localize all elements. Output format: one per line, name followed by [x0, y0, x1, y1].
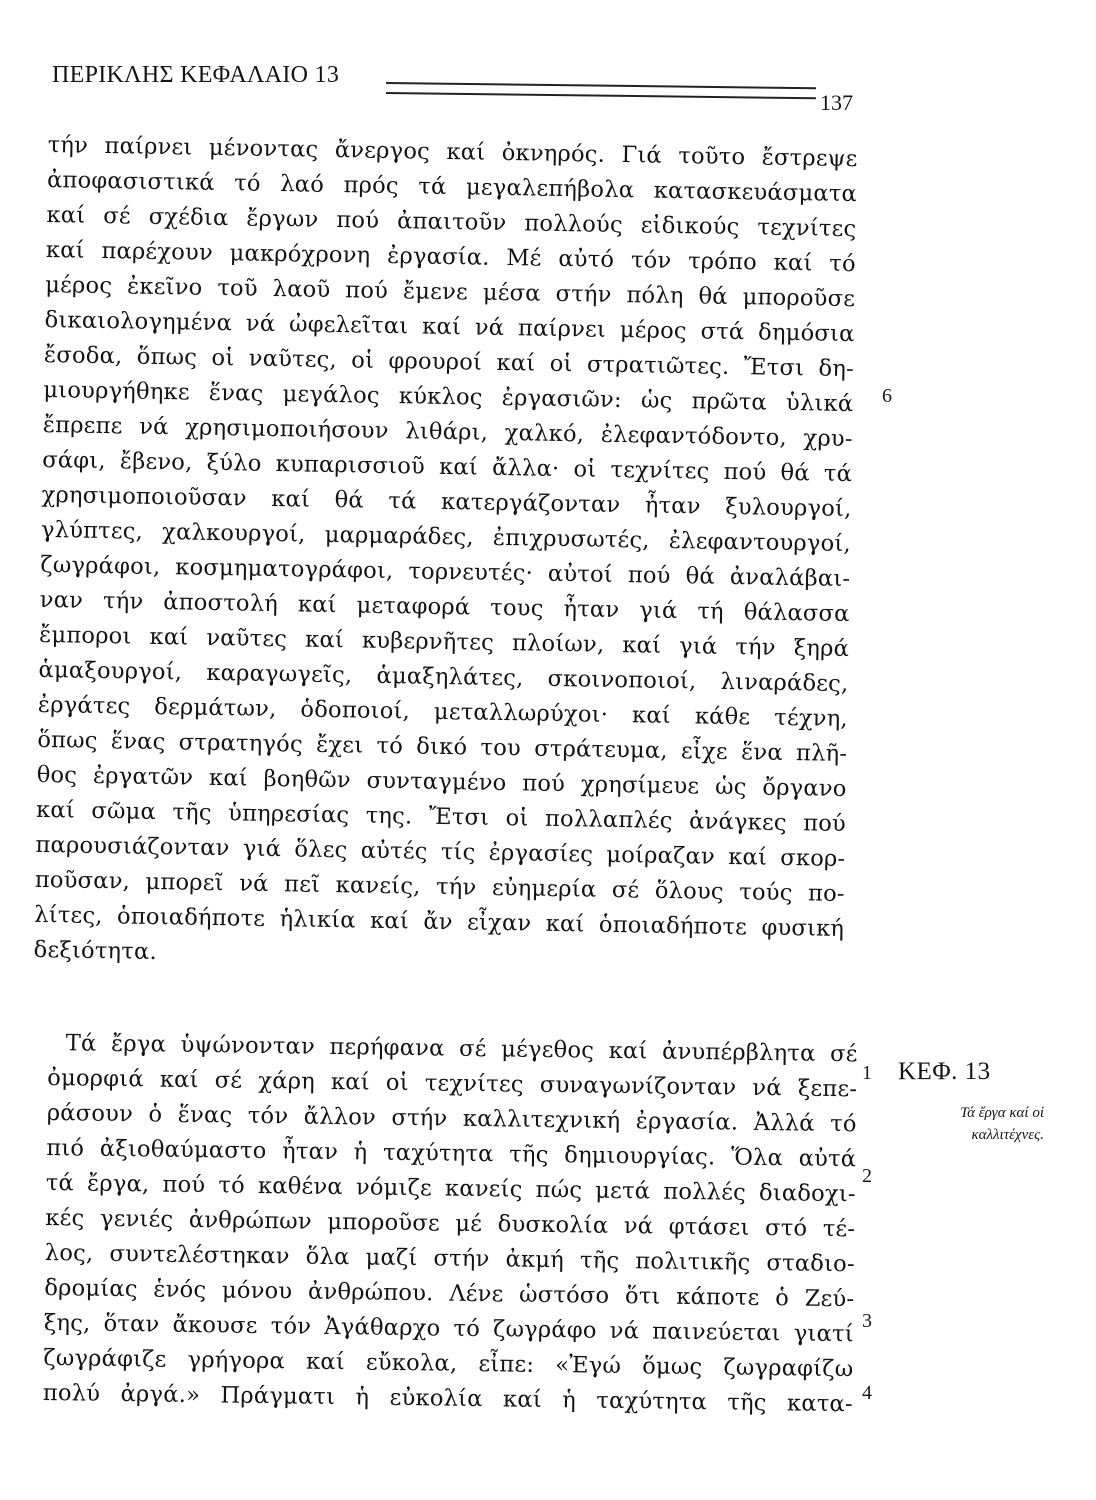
- text-line: θος ἐργατῶν καί βοηθῶν συνταγμένο πού χρησίμευε ὡς ὄργανο: [36, 761, 847, 803]
- text-line: ξης, ὅταν ἄκουσε τόν Ἀγάθαρχο τό ζωγράφο νά παινεύεται γιατί: [43, 1309, 854, 1348]
- text-line: παρουσιάζονταν γιά ὅλες αὐτές τίς ἐργασίες μοίραζαν καί σκορ-: [35, 831, 846, 873]
- text-line: καί σέ σχέδια ἔργων πού ἀπαιτοῦν πολλούς εἰδικούς τεχνίτες: [46, 201, 857, 243]
- text-line: ποῦσαν, μπορεῖ νά πεῖ κανείς, τήν εὐημερία σέ ὅλους τούς πο-: [34, 866, 845, 908]
- text-line: καί παρέχουν μακρόχρονη ἐργασία. Μέ αὐτό τόν τρόπο καί τό: [45, 236, 856, 278]
- text-line: σάφι, ἔβενο, ξύλο κυπαρισσιοῦ καί ἄλλα· οἱ τεχνίτες πού θά τά: [41, 446, 853, 488]
- text-line: μιουργήθηκε ἕνας μεγάλος κύκλος ἐργασιῶν: ὡς πρῶτα ὑλικά: [43, 376, 854, 418]
- margin-section-number: 2: [862, 1165, 872, 1187]
- text-line: ἀποφασιστικά τό λαό πρός τά μεγαλεπήβολα κατασκευάσματα: [46, 166, 858, 208]
- chapter-margin-note: [898, 1058, 1078, 1146]
- text-line: πιό ἀξιοθαύμαστο ἦταν ἡ ταχύτητα τῆς δημιουργίας. Ὅλα αὐτά: [46, 1134, 857, 1173]
- text-line: ἐργάτες δερμάτων, ὁδοποιοί, μεταλλωρύχοι· καί κάθε τέχνη,: [37, 691, 849, 733]
- text-line: καί σῶμα τῆς ὑπηρεσίας της. Ἔτσι οἱ πολλαπλές ἀνάγκες πού: [35, 796, 847, 838]
- running-head: [52, 60, 862, 120]
- paragraph-block-1: [33, 128, 858, 982]
- text-line: λος, συντελέστηκαν ὅλα μαζί στήν ἀκμή τῆς πολιτικῆς σταδιο-: [44, 1239, 855, 1278]
- text-line: κές γενιές ἀνθρώπων μποροῦσε μέ δυσκολία νά φτάσει στό τέ-: [45, 1204, 856, 1243]
- chapter-subtitle-line: Τά ἔργα καί οἱ: [960, 1105, 1044, 1121]
- text-line: ὀμορφιά καί σέ χάρη καί οἱ τεχνίτες συναγωνίζονταν νά ξεπε-: [47, 1064, 858, 1103]
- header-rule: [386, 82, 816, 99]
- text-line: τά ἔργα, πού τό καθένα νόμιζε κανείς πώς μετά πολλές διαδοχι-: [45, 1169, 856, 1208]
- text-line: γλύπτες, χαλκουργοί, μαρμαράδες, ἐπιχρυσωτές, ἐλεφαντουργοί,: [40, 516, 852, 558]
- text-line: μέρος ἐκεῖνο τοῦ λαοῦ πού ἔμενε μέσα στήν πόλη θά μποροῦσε: [45, 271, 856, 313]
- page-number: 137: [820, 90, 853, 115]
- text-line: πολύ ἀργά.» Πράγματι ἡ εὐκολία καί ἡ ταχύτητα τῆς κατα-: [42, 1379, 853, 1418]
- text-line: ἔμποροι καί ναῦτες καί κυβερνῆτες πλοίων, καί γιά τήν ξηρά: [38, 621, 850, 663]
- text-line: ζωγράφοι, κοσμηματογράφοι, τορνευτές· αὐτοί πού θά ἀναλάβαι-: [40, 551, 851, 593]
- text-line: Τά ἔργα ὑψώνονταν περήφανα σέ μέγεθος καί ἀνυπέρβλητα σέ: [65, 1030, 858, 1068]
- chapter-subtitle: [898, 1102, 1044, 1146]
- text-line: ράσουν ὁ ἕνας τόν ἄλλον στήν καλλιτεχνική ἐργασία. Ἀλλά τό: [46, 1099, 857, 1138]
- text-line: λίτες, ὁποιαδήποτε ἡλικία καί ἄν εἶχαν καί ὁποιαδήποτε φυσική: [34, 901, 845, 943]
- running-title: ΠΕΡΙΚΛΗΣ ΚΕΦΑΛΑΙΟ 13: [52, 62, 340, 88]
- text-line: ὅπως ἕνας στρατηγός ἔχει τό δικό του στράτευμα, εἶχε ἕνα πλῆ-: [37, 726, 848, 768]
- margin-section-number: 3: [862, 1310, 872, 1332]
- text-line: ζωγράφιζε γρήγορα καί εὔκολα, εἶπε: «Ἐγώ ὅμως ζωγραφίζω: [43, 1344, 854, 1383]
- margin-section-number: 4: [862, 1382, 872, 1404]
- text-line: ἁμαξουργοί, καραγωγεῖς, ἁμαξηλάτες, σκοινοποιοί, λιναράδες,: [38, 656, 849, 698]
- margin-section-number: 6: [882, 385, 892, 407]
- text-line: δεξιότητα.: [33, 936, 158, 966]
- chapter-title: ΚΕΦ. 13: [898, 1058, 991, 1085]
- text-line: δικαιολογημένα νά ὠφελεῖται καί νά παίρνει μέρος στά δημόσια: [44, 306, 855, 348]
- text-line: τήν παίρνει μένοντας ἄνεργος καί ὀκνηρός. Γιά τοῦτο ἔστρεψε: [47, 131, 858, 173]
- paragraph-block-2: [43, 1026, 858, 1422]
- text-line: ναν τήν ἀποστολή καί μεταφορά τους ἦταν γιά τή θάλασσα: [39, 586, 850, 628]
- chapter-subtitle-line: καλλιτέχνες.: [971, 1127, 1044, 1143]
- text-line: ἔπρεπε νά χρησιμοποιήσουν λιθάρι, χαλκό, ἐλεφαντόδοντο, χρυ-: [42, 411, 853, 453]
- margin-section-number: 1: [862, 1062, 872, 1084]
- text-line: χρησιμοποιοῦσαν καί θά τά κατεργάζονταν ἦταν ξυλουργοί,: [41, 481, 852, 523]
- text-line: δρομίας ἑνός μόνου ἀνθρώπου. Λένε ὡστόσο ὅτι κάποτε ὁ Ζεύ-: [44, 1274, 855, 1313]
- text-line: ἔσοδα, ὅπως οἱ ναῦτες, οἱ φρουροί καί οἱ στρατιῶτες. Ἔτσι δη-: [43, 341, 855, 383]
